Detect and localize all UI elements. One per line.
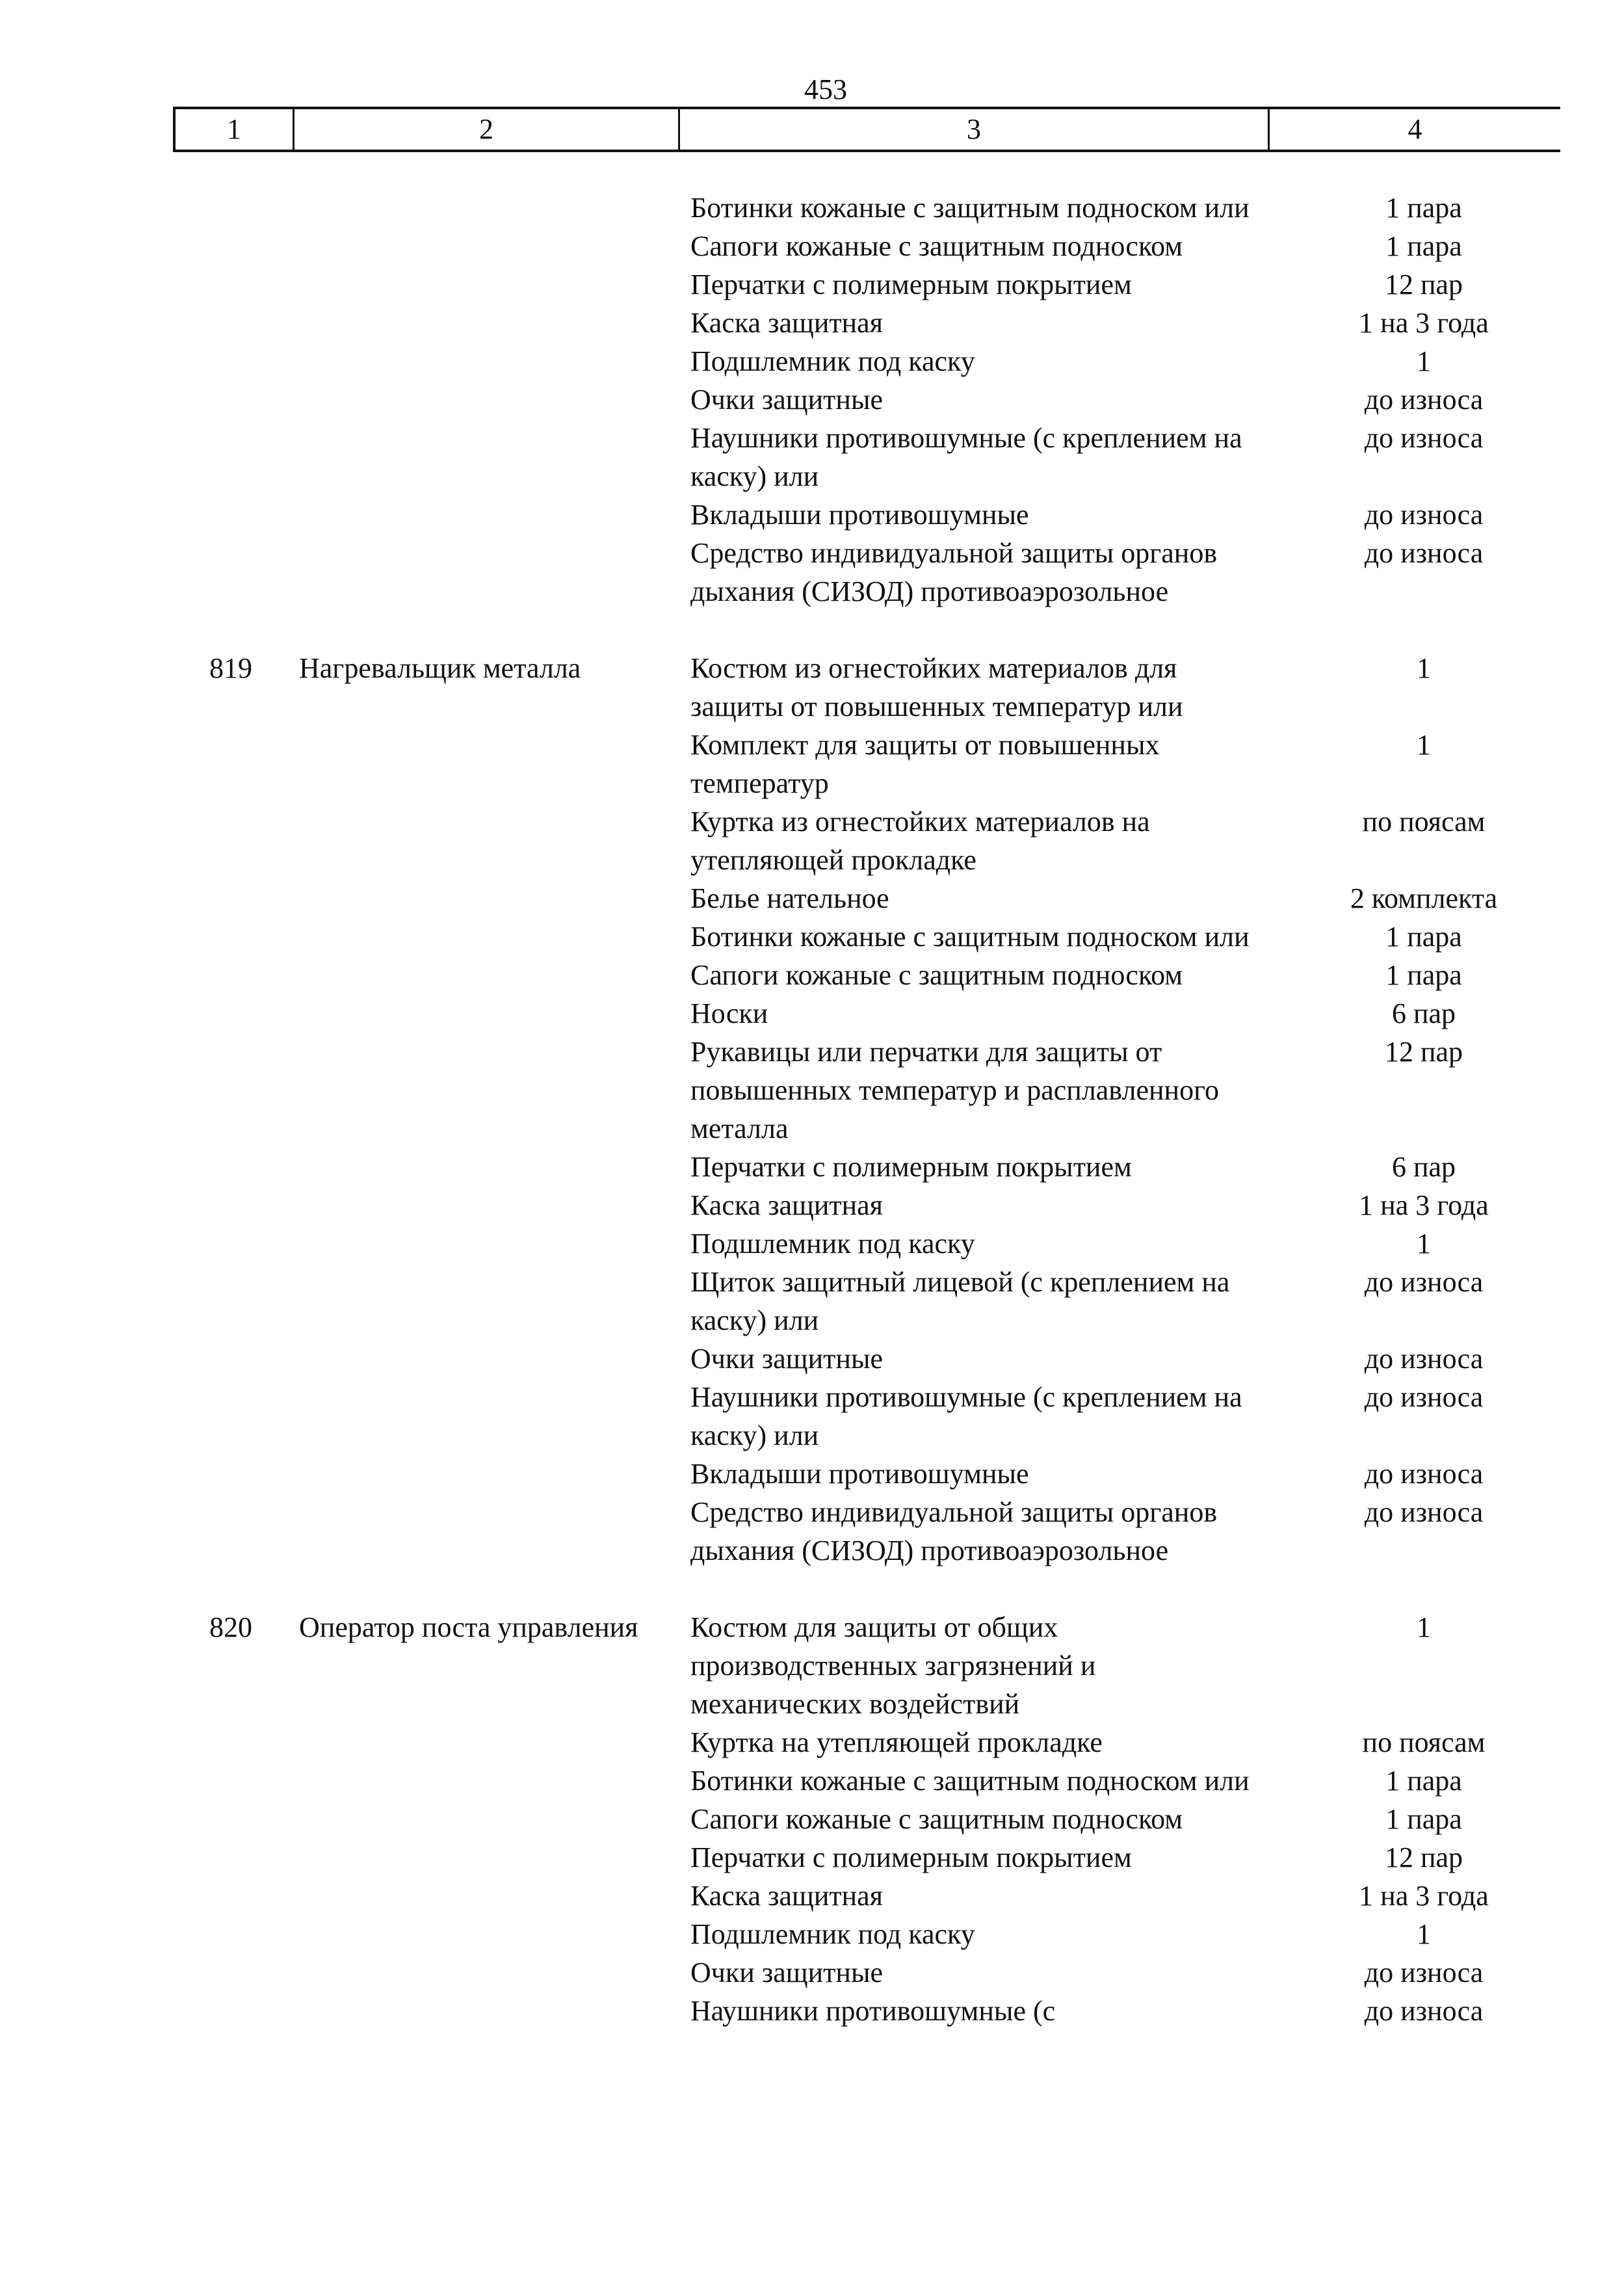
table-row: [0, 1455, 1624, 1493]
issue-norm: до износа: [1364, 1957, 1484, 1988]
table-row: [0, 1148, 1624, 1186]
table-row: [0, 1838, 1624, 1877]
issue-norm: 6 пар: [1391, 1151, 1456, 1183]
ppe-item: Костюм из огнестойких материалов для защиты от повышенных температур или: [690, 652, 1183, 722]
ppe-item: Средство индивидуальной защиты органов дыхания (СИЗОД) противоаэрозольное: [690, 1496, 1218, 1566]
issue-norm: до износа: [1364, 384, 1484, 416]
issue-norm: до износа: [1364, 1995, 1484, 2027]
norms-table-body: [0, 189, 1624, 2030]
table-row: [0, 649, 1624, 726]
issue-norm: 1: [1417, 652, 1431, 684]
table-row: [0, 726, 1624, 802]
ppe-item: Ботинки кожаные с защитным подноском или: [690, 1765, 1250, 1797]
issue-norm: 1 пара: [1385, 230, 1462, 262]
ppe-item: Подшлемник под каску: [690, 1228, 975, 1260]
issue-norm: 12 пар: [1384, 1036, 1463, 1068]
profession-name: Нагревальщик металла: [299, 652, 581, 684]
table-row: [0, 956, 1624, 994]
ppe-item: Куртка на утепляющей прокладке: [690, 1726, 1103, 1758]
ppe-item: Наушники противошумные (с креплением на каску) или: [690, 1381, 1242, 1451]
ppe-item: Наушники противошумные (с креплением на каску) или: [690, 422, 1242, 492]
issue-norm: до износа: [1364, 499, 1484, 531]
ppe-item: Очки защитные: [690, 1343, 884, 1375]
issue-norm: 12 пар: [1384, 1841, 1463, 1873]
profession-number: 820: [209, 1611, 252, 1643]
issue-norm: 2 комплекта: [1350, 882, 1498, 914]
ppe-item: Белье нательное: [690, 882, 889, 914]
issue-norm: 1 пара: [1385, 192, 1462, 224]
ppe-item: Перчатки с полимерным покрытием: [690, 1151, 1132, 1183]
table-row: [0, 1800, 1624, 1838]
table-row: [0, 1877, 1624, 1915]
group-spacer: [0, 1570, 1624, 1608]
ppe-item: Сапоги кожаные с защитным подноском: [690, 1803, 1183, 1835]
table-row: [0, 1339, 1624, 1378]
column-header-4: 4: [1408, 113, 1422, 145]
table-row: [0, 1033, 1624, 1148]
table-row: [0, 1493, 1624, 1570]
table-row: [0, 802, 1624, 879]
ppe-item: Рукавицы или перчатки для защиты от повышенных температур и расплавленного металла: [690, 1036, 1220, 1144]
ppe-item: Каска защитная: [690, 1189, 883, 1221]
ppe-item: Комплект для защиты от повышенных температур: [690, 729, 1160, 799]
ppe-item: Очки защитные: [690, 384, 884, 416]
group-spacer: [0, 611, 1624, 649]
issue-norm: 1 на 3 года: [1359, 1189, 1489, 1221]
issue-norm: до износа: [1364, 1343, 1484, 1375]
profession-number: 819: [209, 652, 252, 684]
issue-norm: 1: [1417, 1611, 1431, 1643]
issue-norm: 1: [1417, 345, 1431, 377]
ppe-item: Куртка из огнестойких материалов на утепляющей прокладке: [690, 806, 1150, 876]
table-row: [0, 1186, 1624, 1224]
profession-name: Оператор поста управления: [299, 1611, 638, 1643]
ppe-item: Средство индивидуальной защиты органов дыхания (СИЗОД) противоаэрозольное: [690, 537, 1218, 607]
table-row: [0, 495, 1624, 534]
table-row: [0, 265, 1624, 304]
table-row: [0, 189, 1624, 227]
column-header-row: [173, 107, 1560, 152]
issue-norm: до износа: [1364, 1381, 1484, 1413]
table-row: [0, 1915, 1624, 1953]
table-row: [0, 304, 1624, 342]
issue-norm: до износа: [1364, 1266, 1484, 1298]
issue-norm: 1 на 3 года: [1359, 307, 1489, 339]
column-header-2: 2: [295, 109, 680, 150]
issue-norm: 1: [1417, 1918, 1431, 1950]
issue-norm: до износа: [1364, 422, 1484, 454]
table-row: [0, 1762, 1624, 1800]
table-row: [0, 1263, 1624, 1339]
ppe-item: Перчатки с полимерным покрытием: [690, 269, 1132, 300]
issue-norm: до износа: [1364, 1458, 1484, 1490]
issue-norm: до износа: [1364, 1496, 1484, 1528]
issue-norm: 1 пара: [1385, 921, 1462, 953]
profession-group: [0, 649, 1624, 1570]
ppe-item: Вкладыши противошумные: [690, 1458, 1029, 1490]
page-number: 453: [804, 73, 847, 105]
ppe-item: Подшлемник под каску: [690, 1918, 975, 1950]
ppe-item: Костюм для защиты от общих производственных загрязнений и механических воздействий: [690, 1611, 1096, 1720]
table-row: [0, 917, 1624, 956]
ppe-item: Щиток защитный лицевой (с креплением на каску) или: [690, 1266, 1230, 1336]
table-row: [0, 1953, 1624, 1992]
ppe-item: Наушники противошумные (с: [690, 1995, 1056, 2027]
issue-norm: по поясам: [1362, 1726, 1486, 1758]
issue-norm: 1 пара: [1385, 959, 1462, 991]
table-row: [0, 879, 1624, 917]
ppe-item: Сапоги кожаные с защитным подноском: [690, 959, 1183, 991]
ppe-item: Каска защитная: [690, 307, 883, 339]
issue-norm: 1 на 3 года: [1359, 1880, 1489, 1912]
column-header-3: 3: [680, 109, 1270, 150]
table-row: [0, 1224, 1624, 1263]
issue-norm: 1 пара: [1385, 1803, 1462, 1835]
table-row: [0, 994, 1624, 1033]
issue-norm: 12 пар: [1384, 269, 1463, 300]
ppe-item: Ботинки кожаные с защитным подноском или: [690, 192, 1250, 224]
table-row: [0, 1992, 1624, 2030]
table-row: [0, 1378, 1624, 1455]
table-row: [0, 1723, 1624, 1762]
ppe-item: Носки: [690, 997, 768, 1029]
profession-group: [0, 189, 1624, 611]
table-row: [0, 534, 1624, 611]
ppe-item: Очки защитные: [690, 1957, 884, 1988]
issue-norm: по поясам: [1362, 806, 1486, 838]
issue-norm: 1: [1417, 729, 1431, 761]
table-row: [0, 1608, 1624, 1723]
table-row: [0, 419, 1624, 495]
ppe-item: Подшлемник под каску: [690, 345, 975, 377]
column-header-1: 1: [176, 109, 295, 150]
issue-norm: 1 пара: [1385, 1765, 1462, 1797]
issue-norm: 1: [1417, 1228, 1431, 1260]
issue-norm: 6 пар: [1391, 997, 1456, 1029]
ppe-item: Вкладыши противошумные: [690, 499, 1029, 531]
table-row: [0, 342, 1624, 380]
table-row: [0, 380, 1624, 419]
profession-group: [0, 1608, 1624, 2030]
ppe-item: Ботинки кожаные с защитным подноском или: [690, 921, 1250, 953]
table-row: [0, 227, 1624, 265]
ppe-item: Перчатки с полимерным покрытием: [690, 1841, 1132, 1873]
ppe-item: Каска защитная: [690, 1880, 883, 1912]
issue-norm: до износа: [1364, 537, 1484, 569]
ppe-item: Сапоги кожаные с защитным подноском: [690, 230, 1183, 262]
